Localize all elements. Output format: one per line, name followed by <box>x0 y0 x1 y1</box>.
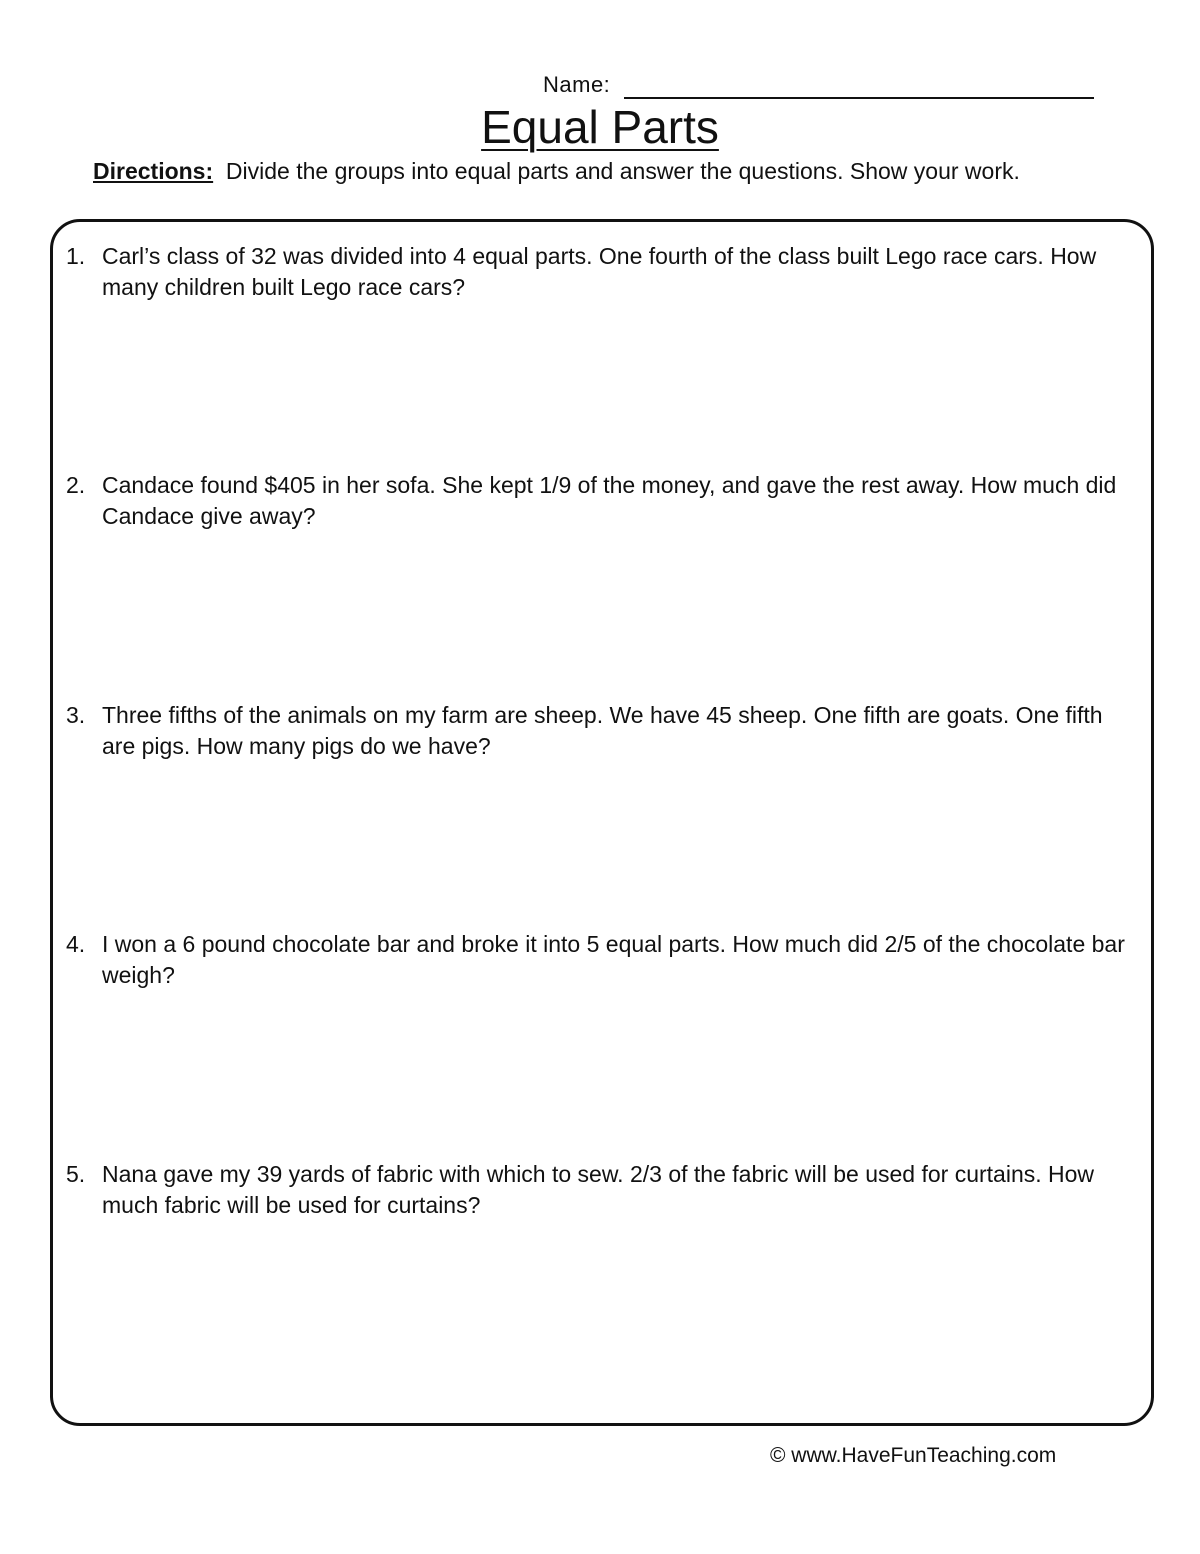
question-2 <box>66 470 1136 532</box>
question-number: 3. <box>66 702 86 728</box>
question-text: Candace found $405 in her sofa. She kept 1/9 of the money, and gave the rest away. How much did Candace give away? <box>102 472 1117 529</box>
directions <box>93 156 1073 187</box>
questions-box <box>50 219 1154 1426</box>
question-text: Three fifths of the animals on my farm are sheep. We have 45 sheep. One fifth are goats. One fifth are pigs. How many pigs do we have? <box>102 702 1103 759</box>
question-number: 4. <box>66 931 86 957</box>
question-text: I won a 6 pound chocolate bar and broke it into 5 equal parts. How much did 2/5 of the chocolate bar weigh? <box>102 931 1125 988</box>
question-number: 5. <box>66 1161 86 1187</box>
question-number: 2. <box>66 472 86 498</box>
name-row <box>543 70 1103 100</box>
name-blank-line[interactable] <box>624 97 1094 99</box>
question-text: Nana gave my 39 yards of fabric with which to sew. 2/3 of the fabric will be used for curtains. How much fabric will be used for curtains? <box>102 1161 1095 1218</box>
question-1 <box>66 241 1136 303</box>
page-title <box>0 100 1200 154</box>
name-label: Name: <box>543 72 611 97</box>
copyright-footer: © www.HaveFunTeaching.com <box>770 1444 1057 1467</box>
question-text: Carl’s class of 32 was divided into 4 equal parts. One fourth of the class built Lego race cars. How many children built Lego race cars? <box>102 243 1097 300</box>
directions-text: Divide the groups into equal parts and answer the questions. Show your work. <box>225 158 1020 184</box>
question-4 <box>66 929 1136 991</box>
question-3 <box>66 700 1136 762</box>
directions-label: Directions: <box>93 158 214 184</box>
question-5 <box>66 1159 1136 1221</box>
page-title-text: Equal Parts <box>481 101 719 153</box>
question-number: 1. <box>66 243 86 269</box>
